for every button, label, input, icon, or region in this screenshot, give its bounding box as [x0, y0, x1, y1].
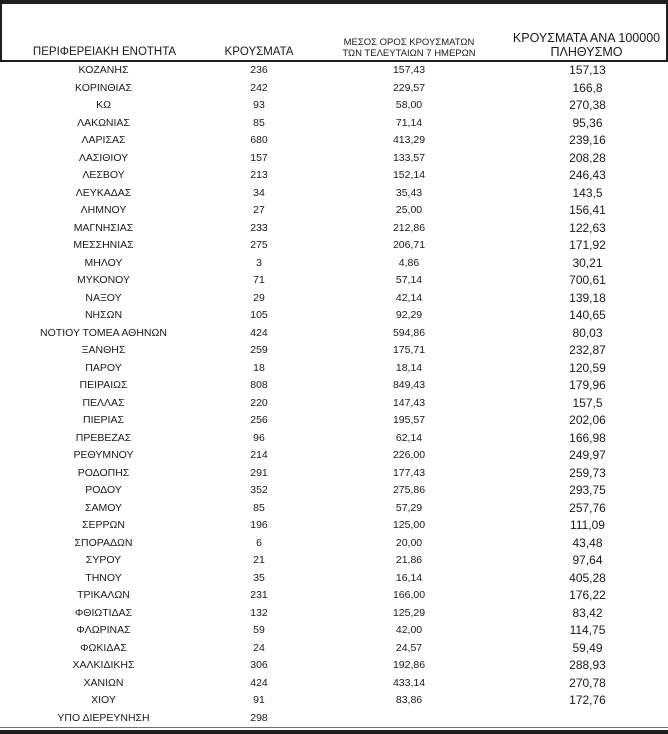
cases-cell: 18 — [253, 361, 265, 374]
cases-cell: 34 — [253, 186, 265, 199]
avg7-cell: 157,43 — [392, 64, 426, 76]
cases-cell: 105 — [250, 309, 268, 321]
table-row — [0, 500, 668, 518]
cases-cell: 213 — [250, 169, 268, 181]
table-row — [0, 185, 668, 203]
region-cell: ΦΛΩΡΙΝΑΣ — [76, 624, 131, 636]
cases-cell: 3 — [256, 256, 262, 269]
per100k-cell: 249,97 — [569, 448, 606, 462]
table-row — [0, 570, 668, 588]
per100k-cell: 143,5 — [572, 185, 603, 200]
cases-cell: 29 — [253, 291, 265, 304]
cases-cell: 352 — [250, 484, 268, 496]
table-body — [0, 62, 668, 727]
region-cell: ΜΥΚΟΝΟΥ — [76, 274, 130, 286]
table-row — [0, 482, 668, 500]
region-cell: ΛΗΜΝΟΥ — [80, 204, 127, 216]
avg7-cell: 147,43 — [392, 396, 426, 409]
region-cell: ΛΑΚΩΝΙΑΣ — [77, 116, 130, 129]
per100k-cell: 232,87 — [569, 343, 606, 357]
cases-cell: 220 — [250, 396, 268, 409]
per100k-cell: 59,49 — [572, 640, 603, 655]
avg7-cell: 57,14 — [395, 274, 423, 286]
cases-cell: 91 — [253, 694, 265, 706]
table-row — [0, 535, 668, 553]
table-row — [0, 115, 668, 133]
region-cell: ΤΗΝΟΥ — [85, 571, 122, 584]
cases-cell: 808 — [250, 379, 268, 391]
per100k-cell: 122,63 — [569, 220, 606, 235]
avg7-cell: 192,86 — [392, 659, 426, 671]
cases-cell: 24 — [253, 641, 265, 654]
cases-cell: 242 — [250, 81, 268, 94]
table-row — [0, 272, 668, 290]
per100k-cell: 157,5 — [572, 395, 603, 410]
per100k-cell: 114,75 — [569, 623, 606, 637]
region-cell: ΣΑΜΟΥ — [84, 501, 123, 514]
region-cell: ΠΑΡΟΥ — [85, 361, 122, 374]
region-cell: ΣΠΟΡΑΔΩΝ — [74, 536, 133, 549]
avg7-cell: 58,00 — [395, 99, 423, 111]
cases-cell: 291 — [250, 466, 268, 479]
region-cell: ΚΟΡΙΝΘΙΑΣ — [75, 81, 132, 94]
avg7-cell: 206,71 — [392, 239, 426, 251]
cases-cell: 424 — [250, 326, 268, 339]
table-row — [0, 692, 668, 710]
avg7-cell: 229,57 — [392, 81, 426, 94]
column-header-per100k-line2: ΠΛΗΘΥΣΜΟ — [550, 44, 623, 59]
avg7-cell: 212,86 — [392, 221, 426, 234]
cases-cell: 259 — [250, 344, 268, 356]
cases-cell: 27 — [253, 204, 265, 216]
bottom-border-bar — [0, 730, 668, 734]
cases-cell: 157 — [250, 151, 268, 164]
table-row — [0, 80, 668, 98]
avg7-cell: 226,00 — [392, 449, 426, 461]
per100k-cell: 120,59 — [569, 360, 606, 375]
cases-cell: 35 — [253, 571, 265, 584]
avg7-cell: 62,14 — [395, 431, 423, 444]
region-cell: ΥΠΟ ΔΙΕΡΕΥΝΗΣΗ — [57, 711, 150, 724]
avg7-cell: 35,43 — [395, 186, 423, 199]
column-header-avg7days-line1: ΜΕΣΟΣ ΟΡΟΣ ΚΡΟΥΣΜΑΤΩΝ — [343, 37, 475, 48]
avg7-cell: 25,00 — [395, 204, 423, 216]
region-cell: ΦΘΙΩΤΙΔΑΣ — [74, 606, 133, 619]
per100k-cell: 80,03 — [572, 325, 603, 340]
cases-cell: 21 — [253, 554, 265, 566]
avg7-cell: 24,57 — [395, 641, 423, 654]
column-header-avg7days — [311, 37, 507, 59]
cases-cell: 424 — [250, 676, 268, 689]
cases-cell: 93 — [253, 99, 265, 111]
region-cell: ΛΕΣΒΟΥ — [82, 169, 125, 181]
avg7-cell: 177,43 — [392, 466, 426, 479]
per100k-cell: 700,61 — [569, 273, 606, 287]
region-cell: ΝΗΣΩΝ — [84, 309, 123, 321]
avg7-cell: 133,57 — [392, 151, 426, 164]
per100k-cell: 83,42 — [572, 605, 603, 620]
region-cell: ΚΟΖΑΝΗΣ — [78, 64, 129, 76]
table-row — [0, 377, 668, 395]
table-row — [0, 465, 668, 483]
table-row — [0, 605, 668, 623]
region-cell: ΠΡΕΒΕΖΑΣ — [75, 431, 132, 444]
table-header-row — [0, 4, 668, 62]
avg7-cell: 166,00 — [392, 589, 426, 601]
per100k-cell: 166,98 — [569, 430, 606, 445]
cases-cell: 71 — [253, 274, 265, 286]
cases-cell: 85 — [253, 116, 265, 129]
avg7-cell: 16,14 — [395, 571, 423, 584]
avg7-cell: 125,29 — [392, 606, 426, 619]
per100k-cell: 246,43 — [569, 168, 606, 182]
per100k-cell: 139,18 — [569, 290, 606, 305]
table-row — [0, 657, 668, 675]
table-row — [0, 290, 668, 308]
table-row — [0, 675, 668, 693]
cases-cell: 6 — [256, 536, 262, 549]
cases-cell: 680 — [250, 134, 268, 146]
cases-cell: 298 — [250, 711, 268, 724]
region-cell: ΦΩΚΙΔΑΣ — [80, 641, 127, 654]
region-cell: ΛΑΡΙΣΑΣ — [81, 134, 126, 146]
region-cell: ΠΕΛΛΑΣ — [82, 396, 125, 409]
per100k-cell: 95,36 — [572, 115, 603, 130]
per100k-cell: 156,41 — [569, 203, 606, 217]
avg7-cell: 275,86 — [392, 484, 426, 496]
cases-cell: 85 — [253, 501, 265, 514]
table-row — [0, 412, 668, 430]
region-cell: ΡΟΔΟΥ — [85, 484, 122, 496]
cases-cell: 196 — [250, 519, 268, 531]
avg7-cell: 42,14 — [395, 291, 423, 304]
region-cell: ΠΙΕΡΙΑΣ — [83, 414, 124, 426]
table-row — [0, 220, 668, 238]
per100k-cell: 111,09 — [570, 518, 605, 532]
avg7-cell: 18,14 — [395, 361, 423, 374]
avg7-cell: 57,29 — [395, 501, 423, 514]
avg7-cell: 594,86 — [392, 326, 426, 339]
region-cell: ΛΑΣΙΘΙΟΥ — [78, 151, 129, 164]
per100k-cell: 293,75 — [569, 483, 606, 497]
column-header-per100k — [507, 32, 666, 59]
avg7-cell: 42,00 — [395, 624, 423, 636]
region-cell: ΝΑΞΟΥ — [85, 291, 122, 304]
avg7-cell: 4,86 — [398, 256, 420, 269]
table-row — [0, 587, 668, 605]
per100k-cell: 176,22 — [569, 588, 606, 602]
cases-cell: 275 — [250, 239, 268, 251]
per100k-cell: 288,93 — [569, 658, 606, 672]
avg7-cell: 433,14 — [392, 676, 426, 689]
per100k-cell: 208,28 — [569, 150, 606, 165]
table-row — [0, 97, 668, 115]
per100k-cell: 171,92 — [569, 238, 606, 252]
region-cell: ΛΕΥΚΑΔΑΣ — [75, 186, 132, 199]
per100k-cell: 166,8 — [572, 80, 603, 95]
region-cell: ΚΩ — [96, 99, 111, 111]
avg7-cell: 92,29 — [395, 309, 423, 321]
column-header-avg7days-line2: ΤΩΝ ΤΕΛΕΥΤΑΙΩΝ 7 ΗΜΕΡΩΝ — [342, 48, 476, 59]
table-row — [0, 325, 668, 343]
region-cell: ΣΥΡΟΥ — [85, 554, 122, 566]
per100k-cell: 140,65 — [569, 308, 606, 322]
cases-cell: 96 — [253, 431, 265, 444]
per100k-cell — [507, 710, 668, 728]
region-cell: ΜΑΓΝΗΣΙΑΣ — [73, 221, 134, 234]
column-header-per100k-line1: ΚΡΟΥΣΜΑΤΑ ΑΝΑ 100000 — [512, 31, 661, 45]
cases-cell: 256 — [250, 414, 268, 426]
per100k-cell: 157,13 — [569, 63, 606, 77]
per100k-cell: 270,78 — [569, 675, 606, 690]
region-cell: ΧΑΛΚΙΔΙΚΗΣ — [72, 659, 135, 671]
table-row — [0, 517, 668, 535]
region-cell: ΠΕΙΡΑΙΩΣ — [79, 379, 128, 391]
region-cell: ΧΙΟΥ — [91, 694, 116, 706]
region-cell: ΧΑΝΙΩΝ — [83, 676, 124, 689]
column-header-region — [2, 46, 207, 59]
avg7-cell: 21,86 — [395, 554, 423, 566]
column-header-cases — [207, 46, 311, 59]
per100k-cell: 239,16 — [569, 133, 606, 147]
table-row — [0, 360, 668, 378]
per100k-cell: 270,38 — [569, 98, 606, 112]
avg7-cell: 413,29 — [392, 134, 426, 146]
per100k-cell: 97,64 — [572, 553, 603, 567]
avg7-cell: 849,43 — [392, 379, 426, 391]
table-row — [0, 255, 668, 273]
avg7-cell: 83,86 — [395, 694, 423, 706]
table-row — [0, 395, 668, 413]
cases-cell: 132 — [250, 606, 268, 619]
per100k-cell: 179,96 — [569, 378, 606, 392]
table-row — [0, 167, 668, 185]
table-row — [0, 552, 668, 570]
per100k-cell: 202,06 — [569, 413, 606, 427]
table-row — [0, 307, 668, 325]
table-row — [0, 237, 668, 255]
region-cell: ΡΟΔΟΠΗΣ — [77, 466, 130, 479]
avg7-cell: 20,00 — [395, 536, 423, 549]
table-row — [0, 62, 668, 80]
region-cell: ΜΕΣΣΗΝΙΑΣ — [73, 239, 134, 251]
avg7-cell: 125,00 — [392, 519, 426, 531]
per100k-cell: 30,21 — [572, 255, 603, 270]
table-row — [0, 150, 668, 168]
column-header-region-label: ΠΕΡΙΦΕΡΕΙΑΚΗ ΕΝΟΤΗΤΑ — [32, 46, 177, 58]
region-cell: ΜΗΛΟΥ — [84, 256, 123, 269]
per100k-cell: 172,76 — [569, 693, 606, 707]
avg7-cell: 152,14 — [392, 169, 426, 181]
table-row — [0, 430, 668, 448]
cases-cell: 236 — [250, 64, 268, 76]
table-row — [0, 132, 668, 150]
cases-cell: 59 — [253, 624, 265, 636]
region-cell: ΣΕΡΡΩΝ — [82, 519, 125, 531]
per100k-cell: 257,76 — [569, 500, 606, 515]
per100k-cell: 259,73 — [569, 465, 606, 480]
avg7-cell: 195,57 — [392, 414, 426, 426]
region-cell: ΝΟΤΙΟΥ ΤΟΜΕΑ ΑΘΗΝΩΝ — [40, 326, 167, 339]
avg7-cell: 71,14 — [395, 116, 423, 129]
cases-cell: 233 — [250, 221, 268, 234]
cases-cell: 231 — [250, 589, 268, 601]
avg7-cell — [311, 710, 507, 728]
column-header-cases-label: ΚΡΟΥΣΜΑΤΑ — [224, 46, 294, 58]
table-row — [0, 640, 668, 658]
region-cell: ΤΡΙΚΑΛΩΝ — [77, 589, 130, 601]
cases-cell: 214 — [250, 449, 268, 461]
region-cell: ΞΑΝΘΗΣ — [81, 344, 126, 356]
table-row — [0, 622, 668, 640]
table-row — [0, 447, 668, 465]
per100k-cell: 43,48 — [572, 535, 603, 550]
cases-cell: 306 — [250, 659, 268, 671]
per100k-cell: 405,28 — [569, 570, 606, 585]
region-cell: ΡΕΘΥΜΝΟΥ — [73, 449, 134, 461]
table-row — [0, 342, 668, 360]
avg7-cell: 175,71 — [392, 344, 426, 356]
table-row — [0, 710, 668, 728]
table-row — [0, 202, 668, 220]
